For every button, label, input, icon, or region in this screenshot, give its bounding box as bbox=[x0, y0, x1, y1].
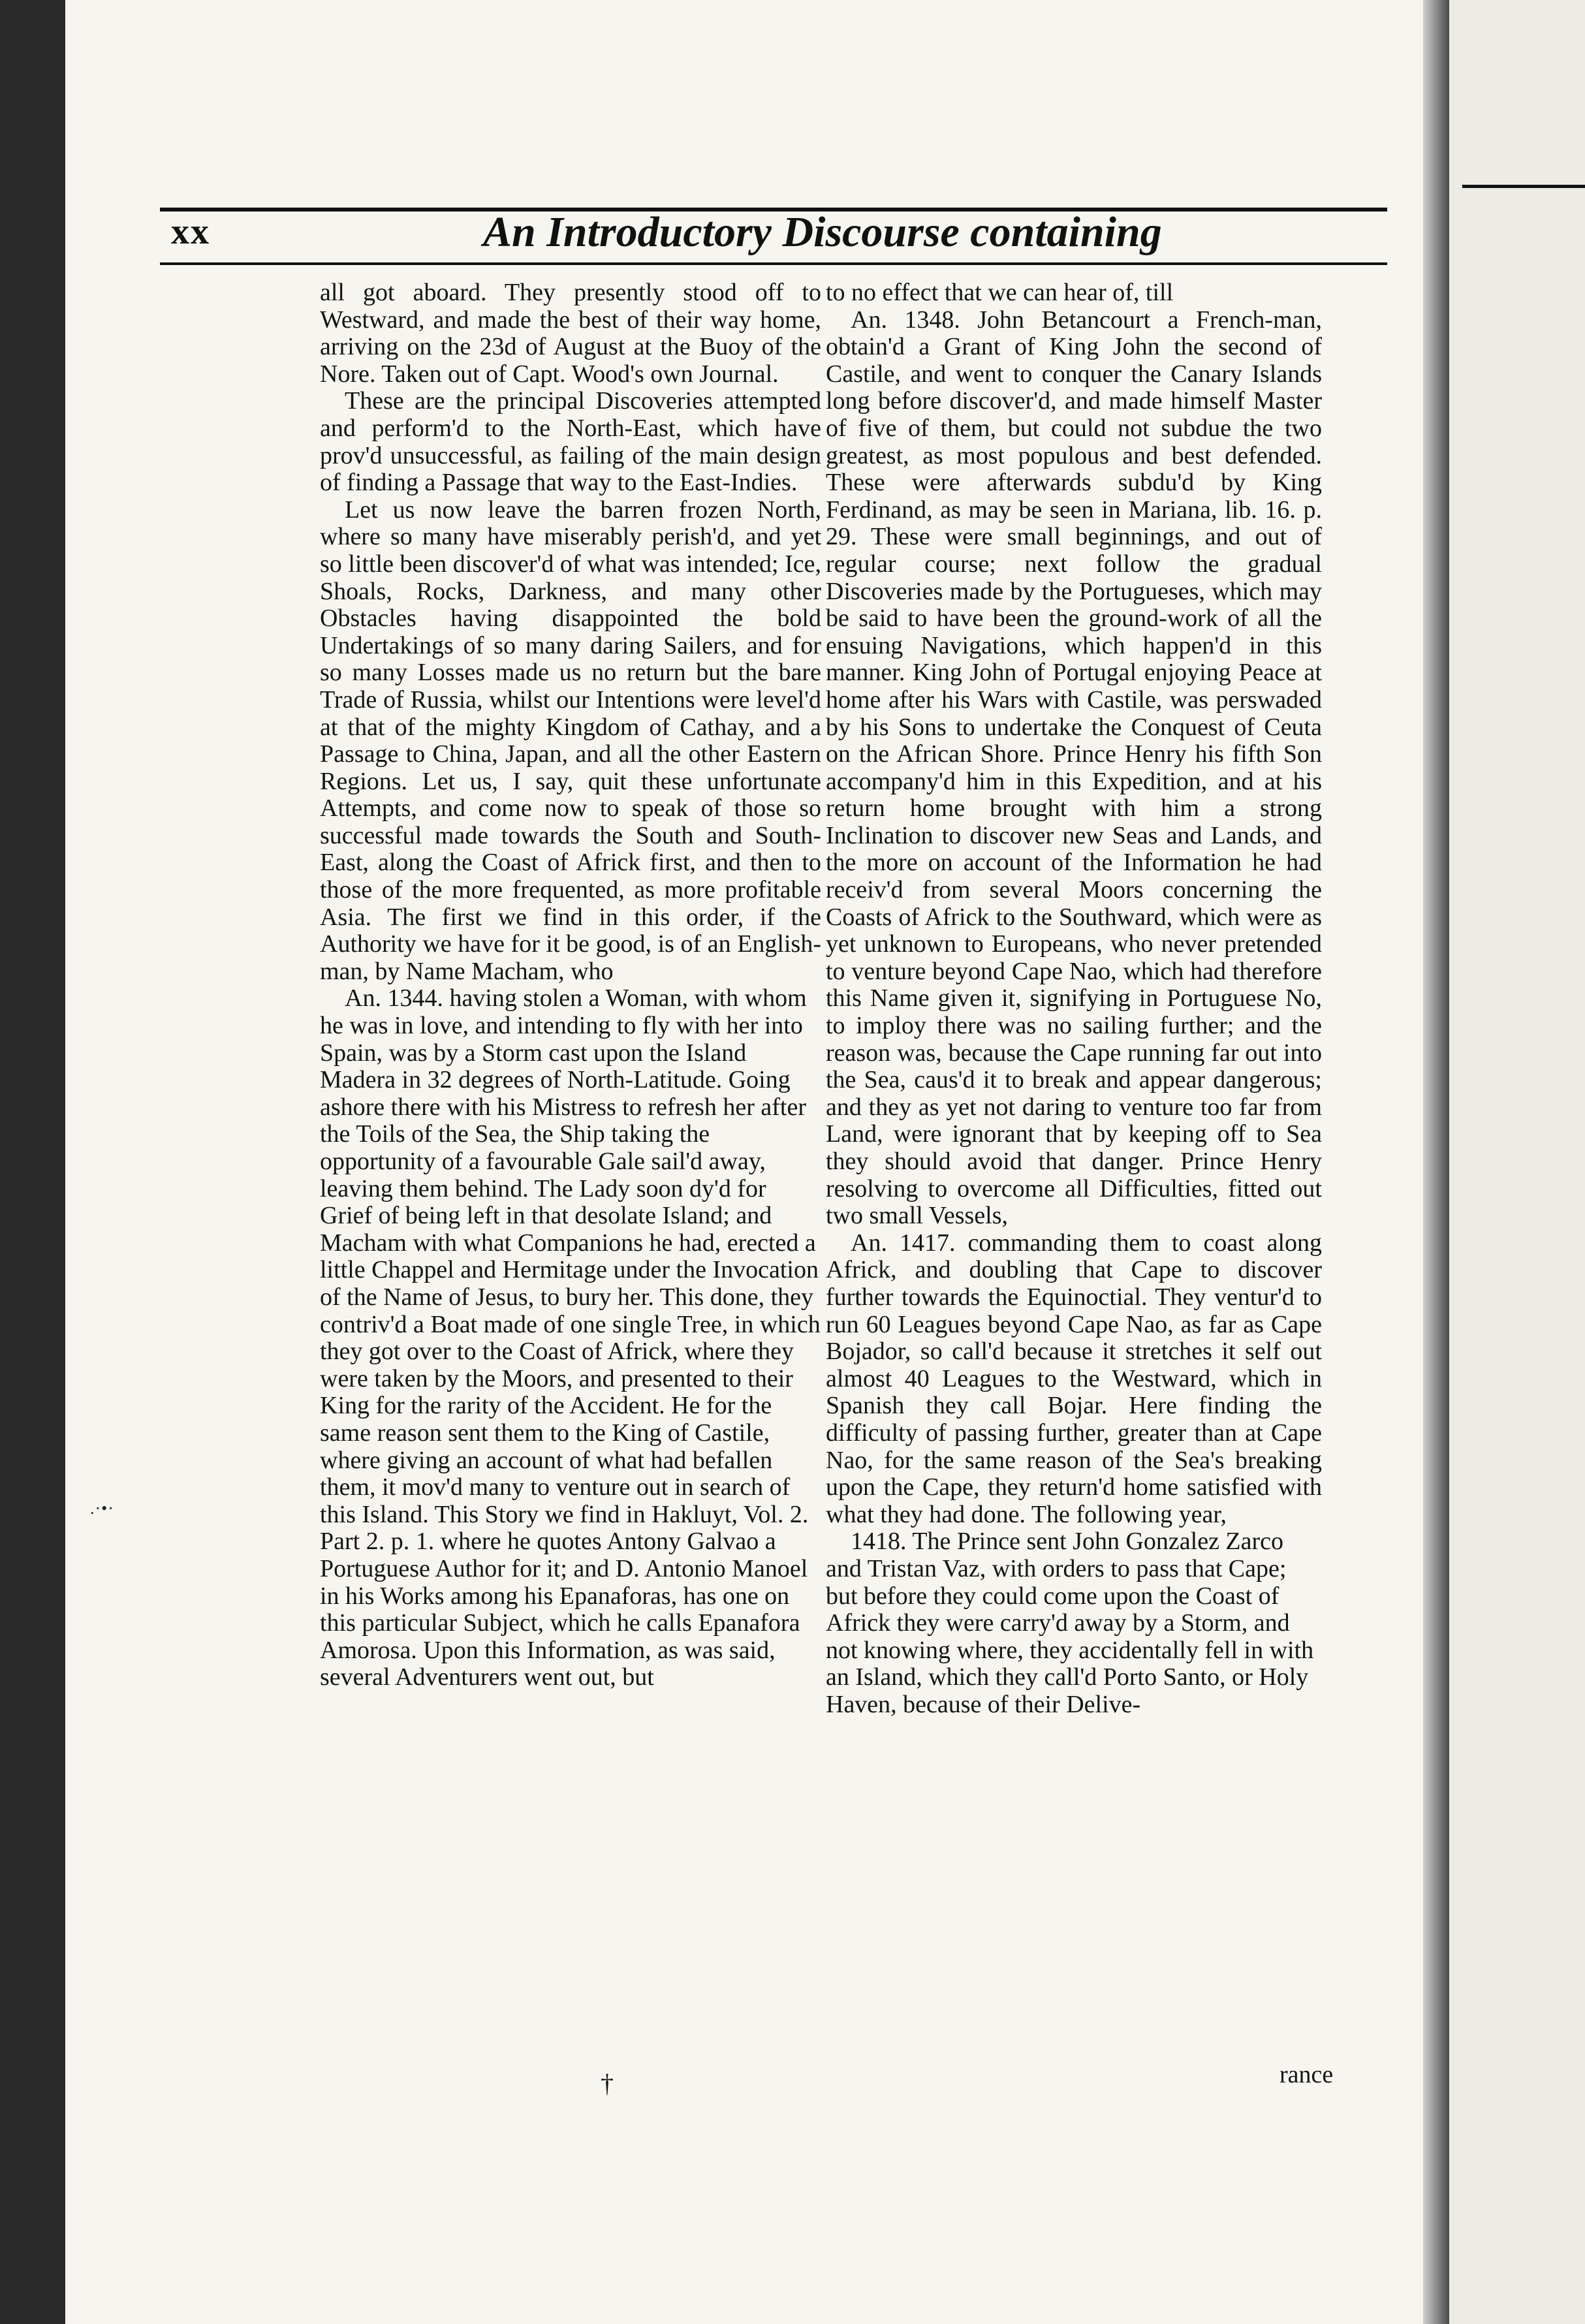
margin-ornament: .·•· bbox=[90, 1499, 114, 1518]
left-column bbox=[320, 279, 821, 1691]
facing-page-edge bbox=[1449, 0, 1585, 2324]
paragraph: to no effect that we can hear of, till bbox=[826, 279, 1174, 306]
page-number: xx bbox=[171, 212, 210, 252]
paragraph: An. 1417. commanding them to coast along Africk, and doubling that Cape to discover further towards the Equinoctial. They ventur'd to run 60 Leagues beyond Cape Nao, as far as Cape Bojador, so call'd because it stretches it self out almost 40 Leagues to the Westward, which in Spanish they call Bojar. Here finding the difficulty of passing further, greater than at Cape Nao, for the same reason of the Sea's breaking upon the Cape, they return'd home satisfied with what they had done. The following year, bbox=[826, 1229, 1322, 1528]
running-title: An Introductory Discourse containing bbox=[483, 208, 1162, 256]
paragraph: These are the principal Discoveries attempted and perform'd to the North-East, which have prov'd unsuccessful, as failing of the main design of finding a Passage that way to the East-Indies. bbox=[320, 387, 821, 497]
facing-page-rule bbox=[1462, 185, 1585, 188]
paragraph: An. 1348. John Betancourt a French-man, obtain'd a Grant of King John the second of Castile, and went to conquer the Canary Islands long before discover'd, and made himself Master of five of them, but could not subdue the two greatest, as most populous and best defended. These were afterwards subdu'd by King Ferdinand, as may be seen in Mariana, lib. 16. p. 29. These were small beginnings, and out of regular course; next follow the gradual Discoveries made by the Portugueses, which may be said to have been the ground-work of all the ensuing Navigations, which happen'd in this manner. King John of Portugal enjoying Peace at home after his Wars with Castile, was perswaded by his Sons to undertake the Conquest of Ceuta on the African Shore. Prince Henry his fifth Son accompany'd him in this Expedition, and at his return home brought with him a strong Inclination to discover new Seas and Lands, and the more on account of the Information he had receiv'd from several Moors concerning the Coasts of Africk to the Southward, which were as yet unknown to Europeans, who never pretended to venture beyond Cape Nao, which had therefore this Name given it, signifying in Portuguese No, to imploy there was no sailing further; and the reason was, because the Cape running far out into the Sea, caus'd it to break and appear dangerous; and they as yet not daring to venture too far from Land, were ignorant that by keeping off to Sea they should avoid that danger. Prince Henry resolving to overcome all Difficulties, fitted out two small Vessels, bbox=[826, 306, 1322, 1230]
right-column bbox=[826, 279, 1322, 1718]
paragraph: Let us now leave the barren frozen North, where so many have miserably perish'd, and yet so little been discover'd of what was intended; Ice, Shoals, Rocks, Darkness, and many other Obstacles having disappointed the bold Undertakings of so many daring Sailers, and for so many Losses made us no return but the bare Trade of Russia, whilst our Intentions were level'd at that of the mighty Kingdom of Cathay, and a Passage to China, Japan, and all the other Eastern Regions. Let us, I say, quit these unfortunate Attempts, and come now to speak of those so successful made towards the South and South-East, along the Coast of Africk first, and then to those of the more frequented, as more profitable Asia. The first we find in this order, if the Authority we have for it be good, is of an English-man, by Name Macham, who bbox=[320, 495, 821, 985]
header-underline bbox=[160, 262, 1387, 265]
signature-mark: † bbox=[601, 2069, 614, 2098]
paragraph: all got aboard. They presently stood off to Westward, and made the best of their way home, arriving on the 23d of August at the Buoy of the Nore. Taken out of Capt. Wood's own Journal. bbox=[320, 279, 821, 388]
catchword: rance bbox=[1279, 2061, 1334, 2088]
scan-border bbox=[0, 0, 65, 2324]
paragraph: 1418. The Prince sent John Gonzalez Zarco and Tristan Vaz, with orders to pass that Cape; but before they could come upon the Coast of Africk they were carry'd away by a Storm, and not knowing where, they accidentally fell in with an Island, which they call'd Porto Santo, or Holy Haven, because of their Delive- bbox=[826, 1528, 1314, 1718]
book-gutter bbox=[1423, 0, 1449, 2324]
paragraph: An. 1344. having stolen a Woman, with whom he was in love, and intending to fly with her into Spain, was by a Storm cast upon the Island Madera in 32 degrees of North-Latitude. Going ashore there with his Mistress to refresh her after the Toils of the Sea, the Ship taking the opportunity of a favourable Gale sail'd away, leaving them behind. The Lady soon dy'd for Grief of being left in that desolate Island; and Macham with what Companions he had, erected a little Chappel and Hermitage under the Invocation of the Name of Jesus, to bury her. This done, they contriv'd a Boat made of one single Tree, in which they got over to the Coast of Africk, where they were taken by the Moors, and presented to their King for the rarity of the Accident. He for the same reason sent them to the King of Castile, where giving an account of what had befallen them, it mov'd many to venture out in search of this Island. This Story we find in Hakluyt, Vol. 2. Part 2. p. 1. where he quotes Antony Galvao a Portuguese Author for it; and D. Antonio Manoel in his Works among his Epanaforas, has one on this particular Subject, which he calls Epanafora Amorosa. Upon this Information, as was said, several Adventurers went out, but bbox=[320, 984, 821, 1691]
